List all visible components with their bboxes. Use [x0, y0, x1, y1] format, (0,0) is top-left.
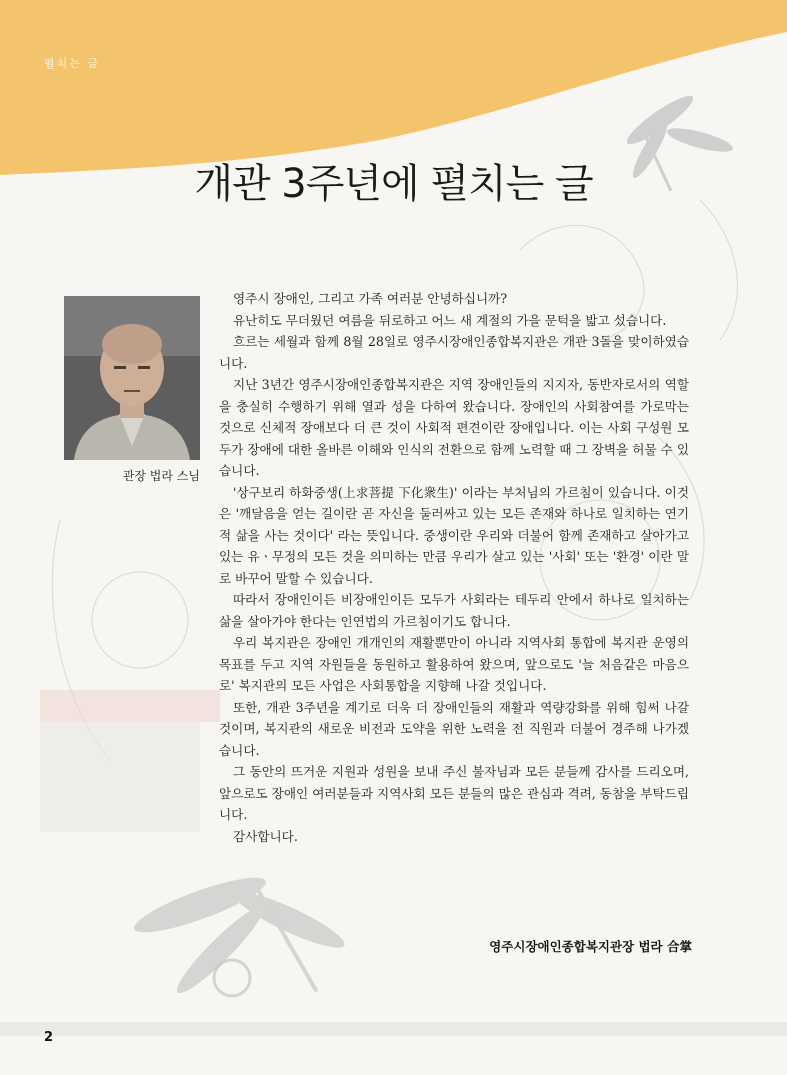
paragraph: 또한, 개관 3주년을 계기로 더욱 더 장애인들의 재활과 역량강화를 위해 힘써 나갈 것이며, 복지관의 새로운 비전과 도약을 위한 노력을 전 직원과 더불어 경주해 나가겠습니다. — [219, 699, 689, 758]
paragraph: '상구보리 하화중생(上求菩提 下化衆生)' 이라는 부처님의 가르침이 있습니다. 이것은 '깨달음을 얻는 길이란 곧 자신을 둘러싸고 있는 모든 존재와 하나로 일치하는 연기적 삶을 사는 것이다' 라는 뜻입니다. 중생이란 우리와 더불어 함께 존재하고 살아가고 있는 유ㆍ무정의 모든 것을 의미하는 만큼 우리가 살고 있는 '사회' 또는 '환경' 이란 말로 바꾸어 말할 수 있습니다. — [219, 484, 689, 586]
paragraph: 우리 복지관은 장애인 개개인의 재활뿐만이 아니라 지역사회 통합에 복지관 운영의 목표를 두고 지역 자원들을 동원하고 활용하여 왔으며, 앞으로도 '늘 처음같은 마음으로' 복지관의 모든 사업은 사회통합을 지향해 나갈 것입니다. — [219, 635, 689, 693]
paragraph: 영주시 장애인, 그리고 가족 여러분 안녕하십니까? — [233, 291, 508, 306]
dragonfly-icon — [129, 868, 349, 1000]
page-number: 2 — [44, 1030, 54, 1045]
paragraph: 흐르는 세월과 함께 8월 28일로 영주시장애인종합복지관은 개관 3돌을 맞이하였습니다. — [219, 334, 689, 371]
paragraph: 감사합니다. — [233, 828, 298, 844]
signature: 영주시장애인종합복지관장 법라 合掌 — [489, 939, 692, 954]
page-title: 개관 3주년에 펼치는 글 — [194, 161, 593, 207]
paragraph: 지난 3년간 영주시장애인종합복지관은 지역 장애인들의 지지자, 동반자로서의 역할을 충실히 수행하기 위해 열과 성을 다하여 왔습니다. 장애인의 사회참여를 가로막는 것으로 신체적 장애보다 더 큰 것이 사회적 편견이란 장애입니다. 이는 사회 구성원 모두가 장애에 대한 올바른 이해와 인식의 전환으로 함께 노력할 때 그 장벽을 허물 수 있습니다. — [219, 377, 689, 478]
portrait-caption: 관장 법라 스님 — [122, 469, 200, 483]
paragraph: 유난히도 무더웠던 여름을 뒤로하고 어느 새 계절의 가을 문턱을 밟고 섰습니다. — [233, 312, 667, 328]
director-portrait — [64, 296, 200, 460]
paragraph: 따라서 장애인이든 비장애인이든 모두가 사회라는 테두리 안에서 하나로 일치하는 삶을 살아가야 한다는 인연법의 가르침이기도 합니다. — [219, 592, 689, 629]
letter-body — [219, 288, 689, 847]
paragraph: 그 동안의 뜨거운 지원과 성원을 보내 주신 불자님과 모든 분들께 감사를 드리오며, 앞으로도 장애인 여러분들과 지역사회 모든 분들의 많은 관심과 격려, 동참을 부탁드립니다. — [219, 764, 689, 822]
section-label: 펼치는 글 — [44, 57, 101, 70]
